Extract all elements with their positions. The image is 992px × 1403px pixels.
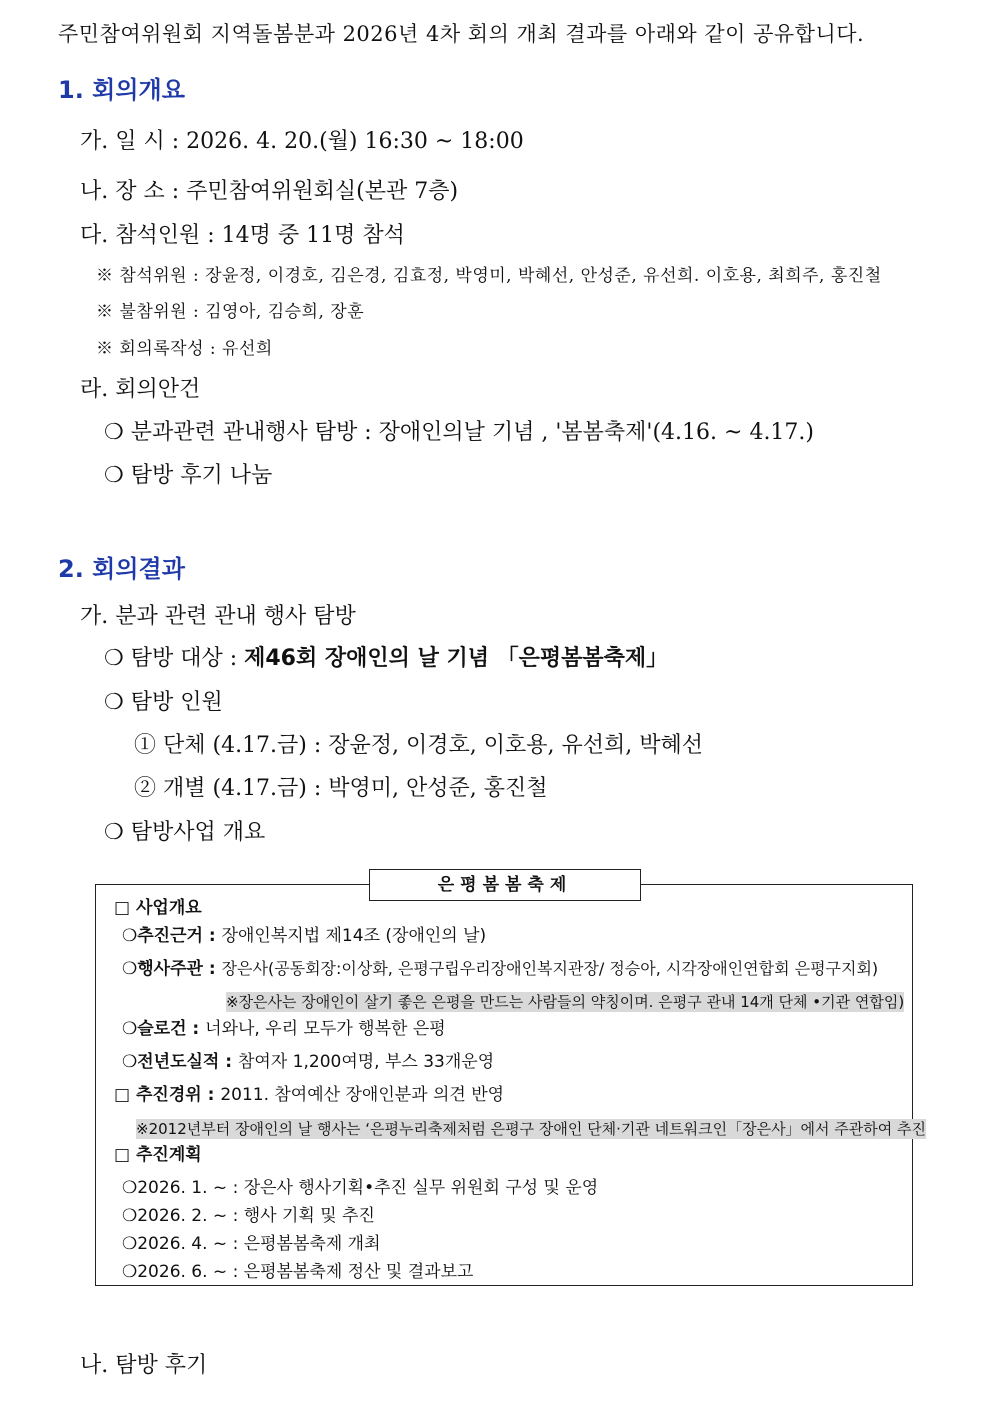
plan-item: ❍2026. 1. ~ : 장은사 행사기획•추진 실무 위원회 구성 및 운영 <box>122 1178 599 1198</box>
history-row <box>114 1087 504 1104</box>
host-note-row <box>226 994 904 1011</box>
note-recorder: ※ 회의록작성 : 유선희 <box>96 339 273 359</box>
visit-target <box>104 648 668 670</box>
history-note: ※2012년부터 장애인의 날 행사는 ‘은평누리축제처럼 은평구 장애인 단체·기관 네트워크인「장은사」에서 주관하여 추진 <box>136 1120 927 1138</box>
host-label: ❍행사주관 : <box>122 959 222 979</box>
history-note-row <box>136 1121 926 1138</box>
meeting-place: 나. 장 소 : 주민참여위원회실(본관 7층) <box>80 179 459 204</box>
festival-box-title: 은평봄봄축제 <box>369 869 641 901</box>
history-value: 2011. 참여예산 장애인분과 의견 반영 <box>220 1085 505 1105</box>
basis-row <box>122 928 486 945</box>
meeting-attendance: 다. 참석인원 : 14명 중 11명 참석 <box>80 223 405 248</box>
visit-target-label: ❍ 탐방 대상 : <box>104 646 245 671</box>
history-label: □ 추진경위 : <box>114 1085 221 1105</box>
prev-result-row <box>122 1054 494 1071</box>
plan-heading: □ 추진계획 <box>114 1145 202 1165</box>
note-absent: ※ 불참위원 : 김영아, 김승희, 장훈 <box>96 302 365 322</box>
visit-people-individual: ② 개별 (4.17.금) : 박영미, 안성준, 홍진철 <box>134 776 548 801</box>
plan-item: ❍2026. 2. ~ : 행사 기획 및 추진 <box>122 1206 375 1226</box>
slogan-row <box>122 1021 446 1038</box>
host-row <box>122 961 878 978</box>
visit-people-label: ❍ 탐방 인원 <box>104 690 223 715</box>
plan-item: ❍2026. 4. ~ : 은평봄봄축제 개최 <box>122 1234 381 1254</box>
visit-overview-label: ❍ 탐방사업 개요 <box>104 820 266 845</box>
section1-heading: 1. 회의개요 <box>58 76 185 104</box>
basis-value: 장애인복지법 제14조 (장애인의 날) <box>221 926 487 946</box>
prev-result-label: ❍전년도실적 : <box>122 1052 238 1072</box>
overview-heading: □ 사업개요 <box>114 898 202 918</box>
agenda-item: ❍ 탐방 후기 나눔 <box>104 463 273 488</box>
visit-target-value: 제46회 장애인의 날 기념 「은평봄봄축제」 <box>244 646 669 671</box>
agenda-title: 라. 회의안건 <box>80 377 201 402</box>
slogan-value: 너와나, 우리 모두가 행복한 은평 <box>205 1019 446 1039</box>
host-note: ※장은사는 장애인이 살기 좋은 은평을 만드는 사람들의 약칭이며. 은평구 관내 14개 단체 •기관 연합임) <box>226 993 905 1011</box>
visit-people-group: ① 단체 (4.17.금) : 장윤정, 이경호, 이호용, 유선희, 박혜선 <box>134 733 704 758</box>
intro-text: 주민참여위원회 지역돌봄분과 2026년 4차 회의 개최 결과를 아래와 같이 공유합니다. <box>58 22 865 46</box>
section2-heading: 2. 회의결과 <box>58 555 185 583</box>
agenda-item: ❍ 분과관련 관내행사 탐방 : 장애인의날 기념 , '봄봄축제'(4.16. ~ 4.17.) <box>104 420 815 445</box>
slogan-label: ❍슬로건 : <box>122 1019 206 1039</box>
prev-result-value: 참여자 1,200여명, 부스 33개운영 <box>238 1052 495 1072</box>
subsection-b-title: 나. 탐방 후기 <box>80 1353 208 1378</box>
note-attendees: ※ 참석위원 : 장윤정, 이경호, 김은경, 김효정, 박영미, 박혜선, 안성준, 유선희. 이호용, 최희주, 홍진철 <box>96 266 882 286</box>
subsection-a-title: 가. 분과 관련 관내 행사 탐방 <box>80 604 356 629</box>
plan-item: ❍2026. 6. ~ : 은평봄봄축제 정산 및 결과보고 <box>122 1262 474 1282</box>
meeting-date: 가. 일 시 : 2026. 4. 20.(월) 16:30 ~ 18:00 <box>80 129 524 154</box>
basis-label: ❍추진근거 : <box>122 926 222 946</box>
host-value: 장은사(공동회장:이상화, 은평구립우리장애인복지관장/ 정승아, 시각장애인연합회 은평구지회) <box>221 959 879 978</box>
